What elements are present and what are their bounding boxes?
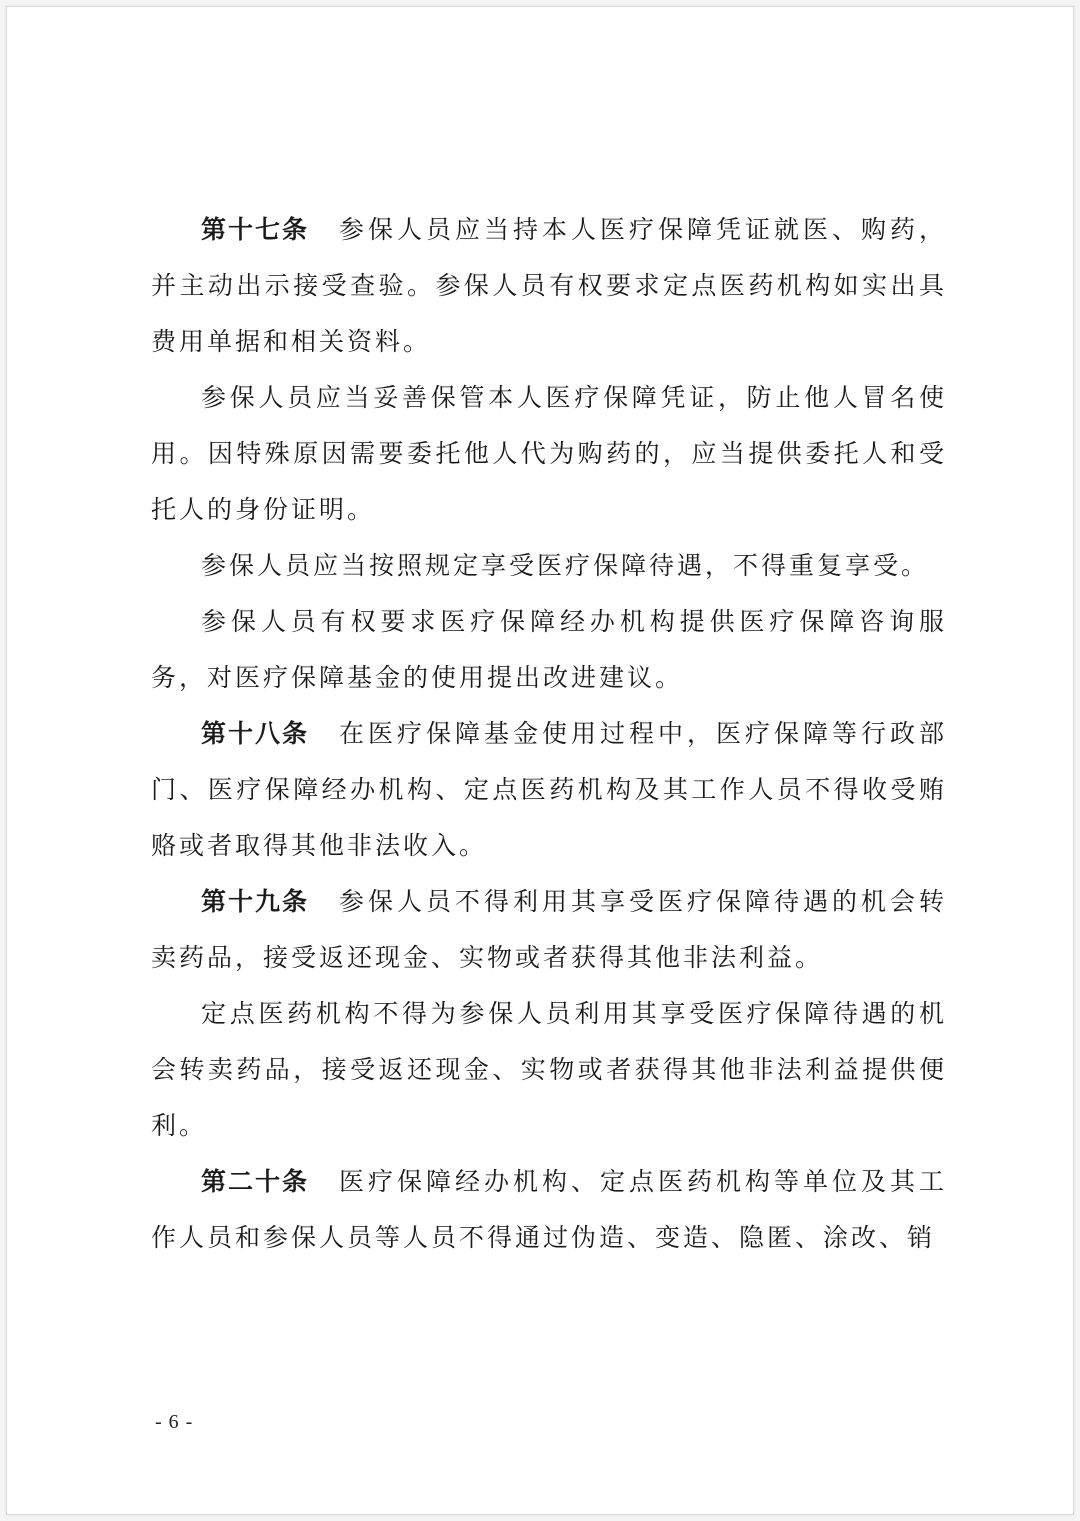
paragraph: [151, 594, 947, 706]
paragraph-text: 医疗保障经办机构、定点医药机构等单位及其工作人员和参保人员等人员不得通过伪造、变造、隐匿、涂改、销: [151, 1167, 947, 1252]
article-number: 第十八条: [201, 719, 309, 748]
paragraph-article-19: [151, 874, 947, 986]
paragraph-article-18: [151, 706, 947, 874]
paragraph: [151, 370, 947, 538]
paragraph-text: 参保人员有权要求医疗保障经办机构提供医疗保障咨询服务，对医疗保障基金的使用提出改进建议。: [151, 607, 947, 692]
paragraph-article-17: [151, 202, 947, 370]
paragraph-text: 定点医药机构不得为参保人员利用其享受医疗保障待遇的机会转卖药品，接受返还现金、实物或者获得其他非法利益提供便利。: [151, 999, 947, 1140]
document-page: [6, 6, 1074, 1515]
page-number: - 6 -: [155, 1411, 194, 1433]
article-number: 第十七条: [201, 215, 309, 244]
paragraph-text: 参保人员不得利用其享受医疗保障待遇的机会转卖药品，接受返还现金、实物或者获得其他非法利益。: [151, 887, 947, 972]
paragraph: [151, 538, 947, 594]
paragraph-text: 参保人员应当按照规定享受医疗保障待遇，不得重复享受。: [201, 551, 930, 580]
paragraph-text: 参保人员应当妥善保管本人医疗保障凭证，防止他人冒名使用。因特殊原因需要委托他人代为购药的，应当提供委托人和受托人的身份证明。: [151, 383, 947, 524]
paragraph-article-20: [151, 1154, 947, 1266]
paragraph: [151, 986, 947, 1154]
article-number: 第二十条: [201, 1167, 309, 1196]
paragraph-text: 在医疗保障基金使用过程中，医疗保障等行政部门、医疗保障经办机构、定点医药机构及其工作人员不得收受贿赂或者取得其他非法收入。: [151, 719, 947, 860]
paragraph-text: 参保人员应当持本人医疗保障凭证就医、购药，并主动出示接受查验。参保人员有权要求定点医药机构如实出具费用单据和相关资料。: [151, 215, 947, 356]
document-body: [151, 202, 947, 1266]
article-number: 第十九条: [201, 887, 309, 916]
